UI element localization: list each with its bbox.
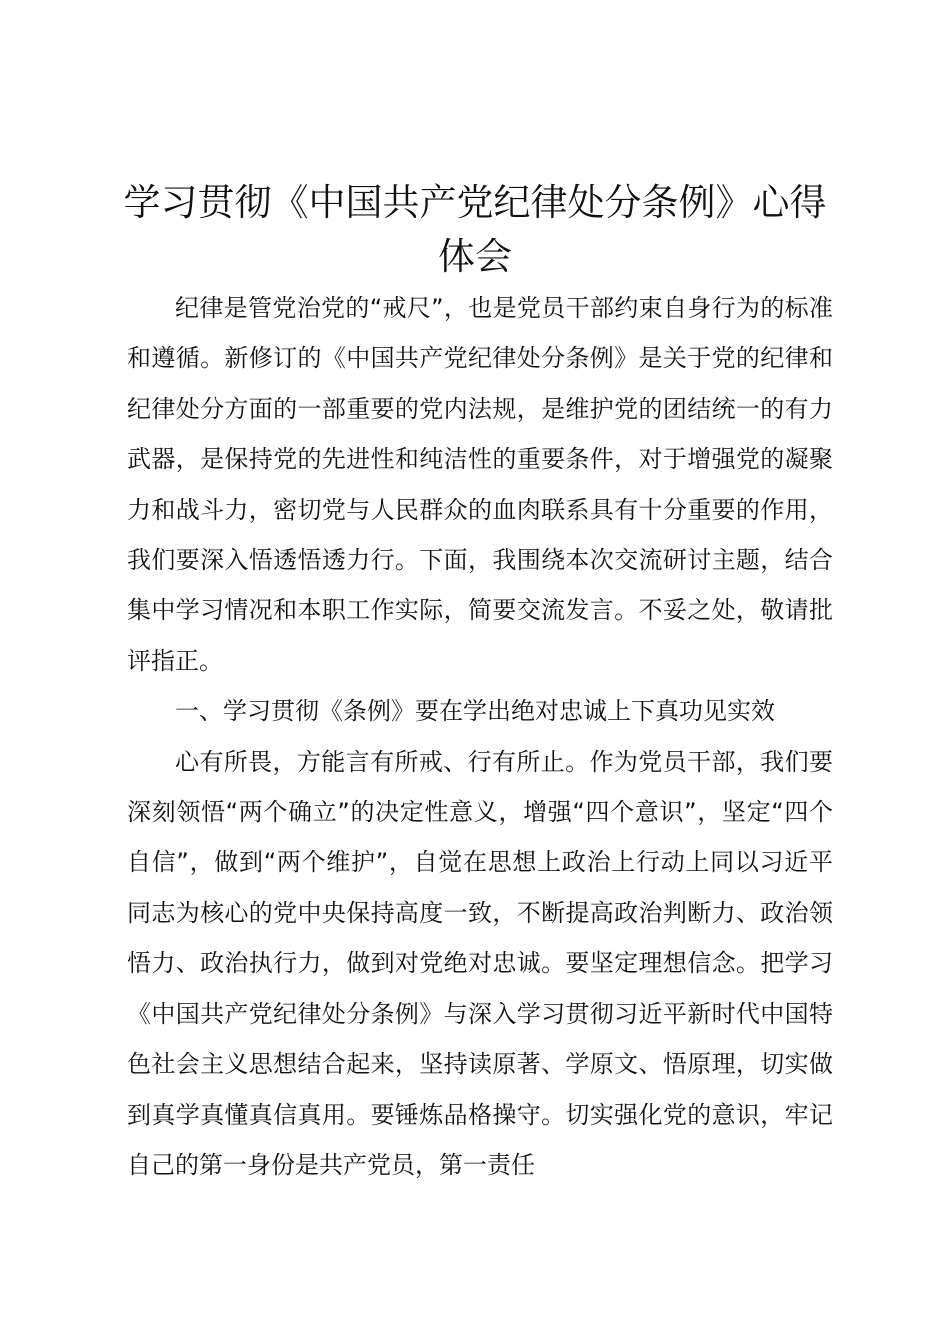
section-paragraph: 心有所畏，方能言有所戒、行有所止。作为党员干部，我们要深刻领悟“两个确立”的决定性意义，增强“四个意识”，坚定“四个自信”，做到“两个维护”，自觉在思想上政治上行动上同以习近平同志为核心的党中央保持高度一致，不断提高政治判断力、政治领悟力、政治执行力，做到对党绝对忠诚。要坚定理想信念。把学习《中国共产党纪律处分条例》与深入学习贯彻习近平新时代中国特色社会主义思想结合起来，坚持读原著、学原文、悟原理，切实做到真学真懂真信真用。要锤炼品格操守。切实强化党的意识，牢记自己的第一身份是共产党员，第一责任 <box>127 747 833 1179</box>
section-heading: 一、学习贯彻《条例》要在学出绝对忠诚上下真功见实效 <box>175 697 775 726</box>
document-title: 学习贯彻《中国共产党纪律处分条例》心得体会 <box>123 181 827 278</box>
intro-paragraph: 纪律是管党治党的“戒尺”，也是党员干部约束自身行为的标准和遵循。新修订的《中国共产党纪律处分条例》是关于党的纪律和纪律处分方面的一部重要的党内法规，是维护党的团结统一的有力武器，是保持党的先进性和纯洁性的重要条件，对于增强党的凝聚力和战斗力，密切党与人民群众的血肉联系具有十分重要的作用，我们要深入悟透悟透力行。下面，我围绕本次交流研讨主题，结合集中学习情况和本职工作实际，简要交流发言。不妥之处，敬请批评指正。 <box>127 294 833 675</box>
document-body <box>127 283 833 1190</box>
